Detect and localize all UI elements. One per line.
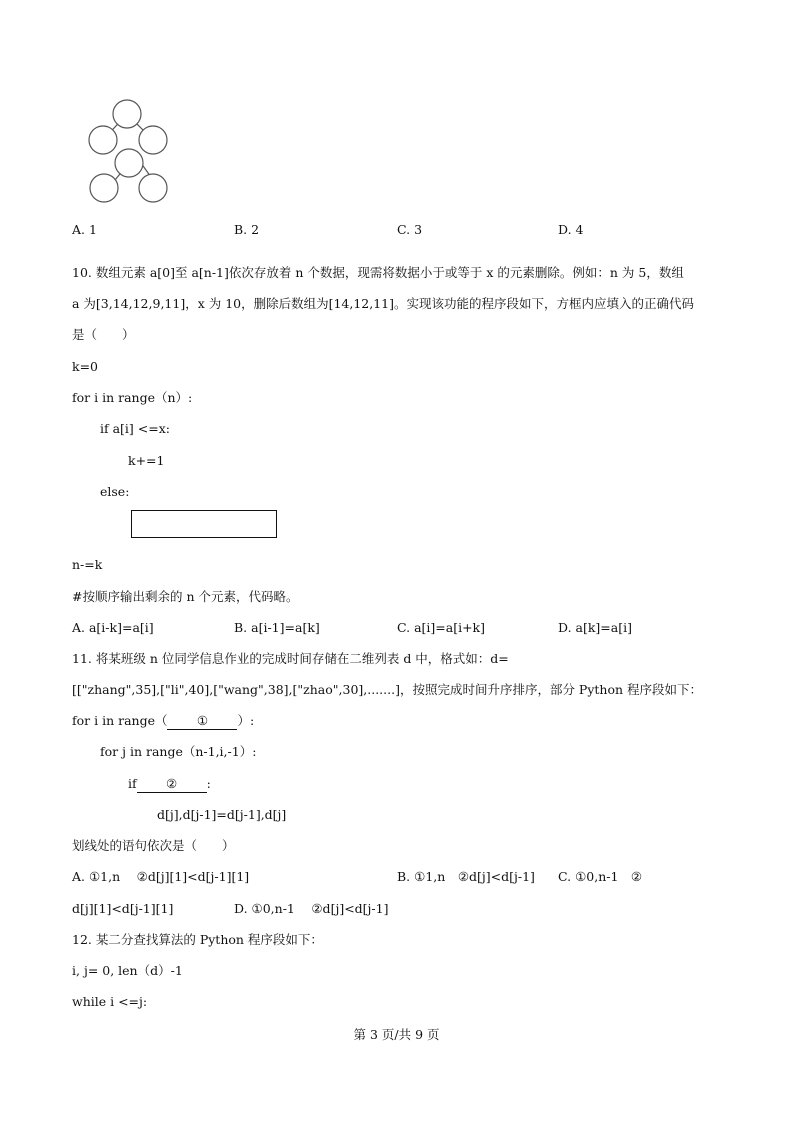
q11-code-text: for i in range（ <box>72 713 168 728</box>
q10-code-line: k+=1 <box>128 453 165 468</box>
q9-option-d: D. 4 <box>558 222 584 237</box>
circle-graph-diagram <box>82 96 182 206</box>
q11-code-text: ）: <box>237 713 255 728</box>
graph-node <box>113 100 141 128</box>
q9-option-c: C. 3 <box>397 222 423 237</box>
page-footer: 第 3 页/共 9 页 <box>353 1027 440 1042</box>
q9-option-b: B. 2 <box>234 222 260 237</box>
q11-option-c-cont: d[j][1]<d[j-1][1] <box>72 901 174 916</box>
graph-node <box>139 174 167 202</box>
q11-code-line3 <box>128 776 211 793</box>
q10-option-c: C. a[i]=a[i+k] <box>397 620 485 635</box>
q10-code-line: else: <box>100 484 130 499</box>
q10-stem-line1: 10. 数组元素 a[0]至 a[n-1]依次存放着 n 个数据，现需将数据小于或等于 x 的元素删除。例如：n 为 5，数组 <box>72 265 684 280</box>
q10-code-line: for i in range（n）: <box>72 390 193 405</box>
graph-node <box>115 149 143 177</box>
q12-code-line2: while i <=j: <box>72 994 148 1009</box>
graph-node <box>90 174 118 202</box>
q11-stem-line2: [["zhang",35],["li",40],["wang",38],["zhao",30],.......]，按照完成时间升序排序，部分 Python 程序段如下： <box>72 682 703 697</box>
q11-option-b: B. ①1,n ②d[j]<d[j-1] <box>397 869 535 884</box>
q11-question: 划线处的语句依次是（ ） <box>72 838 235 853</box>
q11-option-d: D. ①0,n-1 ②d[j]<d[j-1] <box>234 901 389 916</box>
q10-option-b: B. a[i-1]=a[k] <box>234 620 320 635</box>
q10-code-line: if a[i] <=x: <box>100 421 170 436</box>
q11-blank-1: ① <box>167 713 237 730</box>
q10-option-d: D. a[k]=a[i] <box>558 620 632 635</box>
q12-stem: 12. 某二分查找算法的 Python 程序段如下： <box>72 932 323 947</box>
q10-code-line: n-=k <box>72 557 103 572</box>
q10-stem-line3: 是（ ） <box>72 327 135 342</box>
q12-code-line1: i, j= 0, len（d）-1 <box>72 963 183 978</box>
answer-box <box>131 510 277 538</box>
graph-node <box>89 126 117 154</box>
q9-option-a: A. 1 <box>72 222 97 237</box>
q11-option-c: C. ①0,n-1 ② <box>558 869 643 884</box>
q11-code-line2: for j in range（n-1,i,-1）: <box>100 744 257 759</box>
q10-comment: #按顺序输出剩余的 n 个元素，代码略。 <box>72 589 299 604</box>
q11-blank-2: ② <box>137 776 207 793</box>
q11-code-line4: d[j],d[j-1]=d[j-1],d[j] <box>157 807 287 822</box>
q11-code-text: if <box>128 776 137 791</box>
q11-code-text: : <box>206 776 211 791</box>
graph-node <box>139 126 167 154</box>
q11-option-a: A. ①1,n ②d[j][1]<d[j-1][1] <box>72 869 250 884</box>
q10-option-a: A. a[i-k]=a[i] <box>72 620 154 635</box>
q11-code-line1 <box>72 713 254 730</box>
q10-code-line: k=0 <box>72 359 99 374</box>
q10-stem-line2: a 为[3,14,12,9,11]，x 为 10，删除后数组为[14,12,11]。实现该功能的程序段如下，方框内应填入的正确代码 <box>72 296 695 311</box>
q11-stem-line1: 11. 将某班级 n 位同学信息作业的完成时间存储在二维列表 d 中，格式如：d= <box>72 651 509 666</box>
